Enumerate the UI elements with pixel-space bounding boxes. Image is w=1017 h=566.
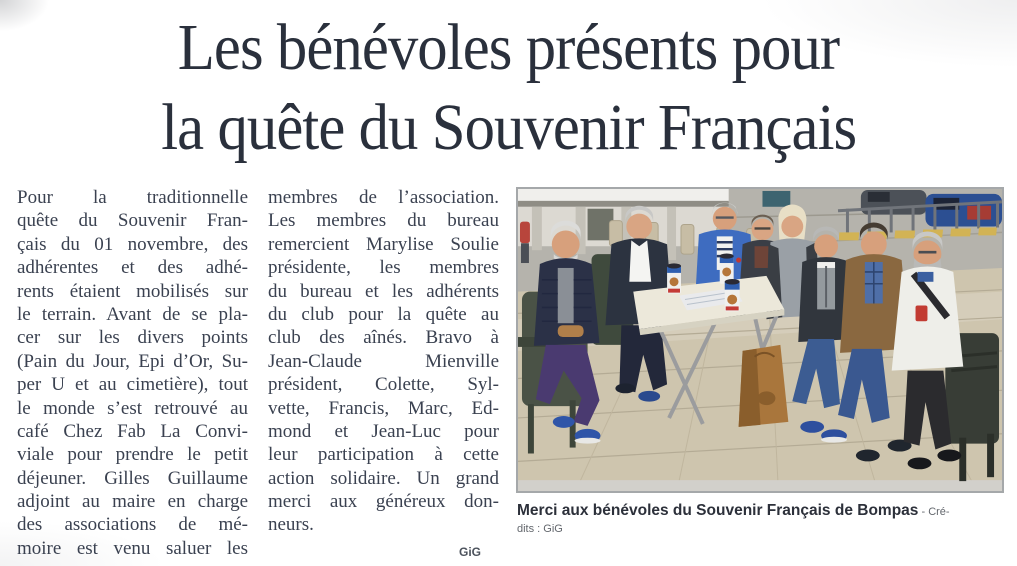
article-text-line: action solidaire. Un grand	[268, 467, 499, 489]
article-column-2	[268, 186, 499, 537]
passerby	[520, 222, 530, 263]
article-text-line: çais du 01 novembre, des	[17, 233, 248, 255]
article-text-line: le terrain. Avant de se pla-	[17, 303, 248, 325]
headline-line-2: la quête du Souvenir Français	[160, 91, 857, 164]
article-text-line: déjeuner. Gilles Guillaume	[17, 467, 248, 489]
article-headline	[0, 8, 1017, 168]
article-text-line: des associations de mé-	[17, 514, 248, 536]
article-text-line: café Chez Fab La Convi-	[17, 420, 248, 442]
article-text-line: cer sur les divers points	[17, 327, 248, 349]
article-text-line: rents étaient mobilisés sur	[17, 280, 248, 302]
article-text-line: adjoint au maire en charge	[17, 491, 248, 513]
article-text-line: viale pour prendre le petit	[17, 444, 248, 466]
article-text-line: présidente, les membres	[268, 257, 499, 279]
author-signature: GiG	[458, 545, 481, 559]
article-text-line: vette, Francis, Marc, Ed-	[268, 397, 499, 419]
photo-caption-text: Merci aux bénévoles du Souvenir Français de Bompas	[517, 502, 919, 519]
article-text-line: leur participation à cette	[268, 444, 499, 466]
article-text-line: Pour la traditionnelle	[17, 187, 248, 208]
article-text-line: Jean-Claude Mienville	[268, 350, 499, 372]
article-text-line: per U et au cimetière), tout	[17, 374, 248, 396]
article-text-line: quête du Souvenir Fran-	[17, 210, 248, 232]
article-text-line: club des aînés. Bravo à	[268, 327, 499, 349]
photo-caption	[517, 501, 1009, 536]
article-text-line: remercient Marylise Soulie	[268, 233, 499, 255]
article-text-line: merci aux généreux don-	[268, 491, 499, 513]
article-photo	[516, 187, 1004, 493]
article-text-line: adhérentes et des adhé-	[17, 257, 248, 279]
photo-illustration	[518, 189, 1002, 491]
headline-line-1: Les bénévoles présents pour	[177, 11, 840, 84]
photo-credits-part2: dits : GiG	[517, 523, 563, 535]
article-text-line: (Pain du Jour, Epi d’Or, Su-	[17, 350, 248, 372]
article-text-line: Les membres du bureau	[268, 210, 499, 232]
article-text-line: mond et Jean-Luc pour	[268, 420, 499, 442]
article-text-line: neurs.	[268, 514, 314, 536]
article-text-line: du club pour la quête au	[268, 303, 499, 325]
article-text-line: membres de l’association.	[268, 187, 499, 208]
article-text-line: du bureau et les adhérents	[268, 280, 499, 302]
article-text-line: le monde s’est retrouvé au	[17, 397, 248, 419]
article-text-line: moire est venu saluer les	[17, 537, 248, 559]
article-column-1	[17, 186, 248, 560]
article-text-line: président, Colette, Syl-	[268, 374, 499, 396]
photo-credits-part1: - Cré-	[918, 506, 950, 518]
paper-bag	[739, 345, 789, 427]
